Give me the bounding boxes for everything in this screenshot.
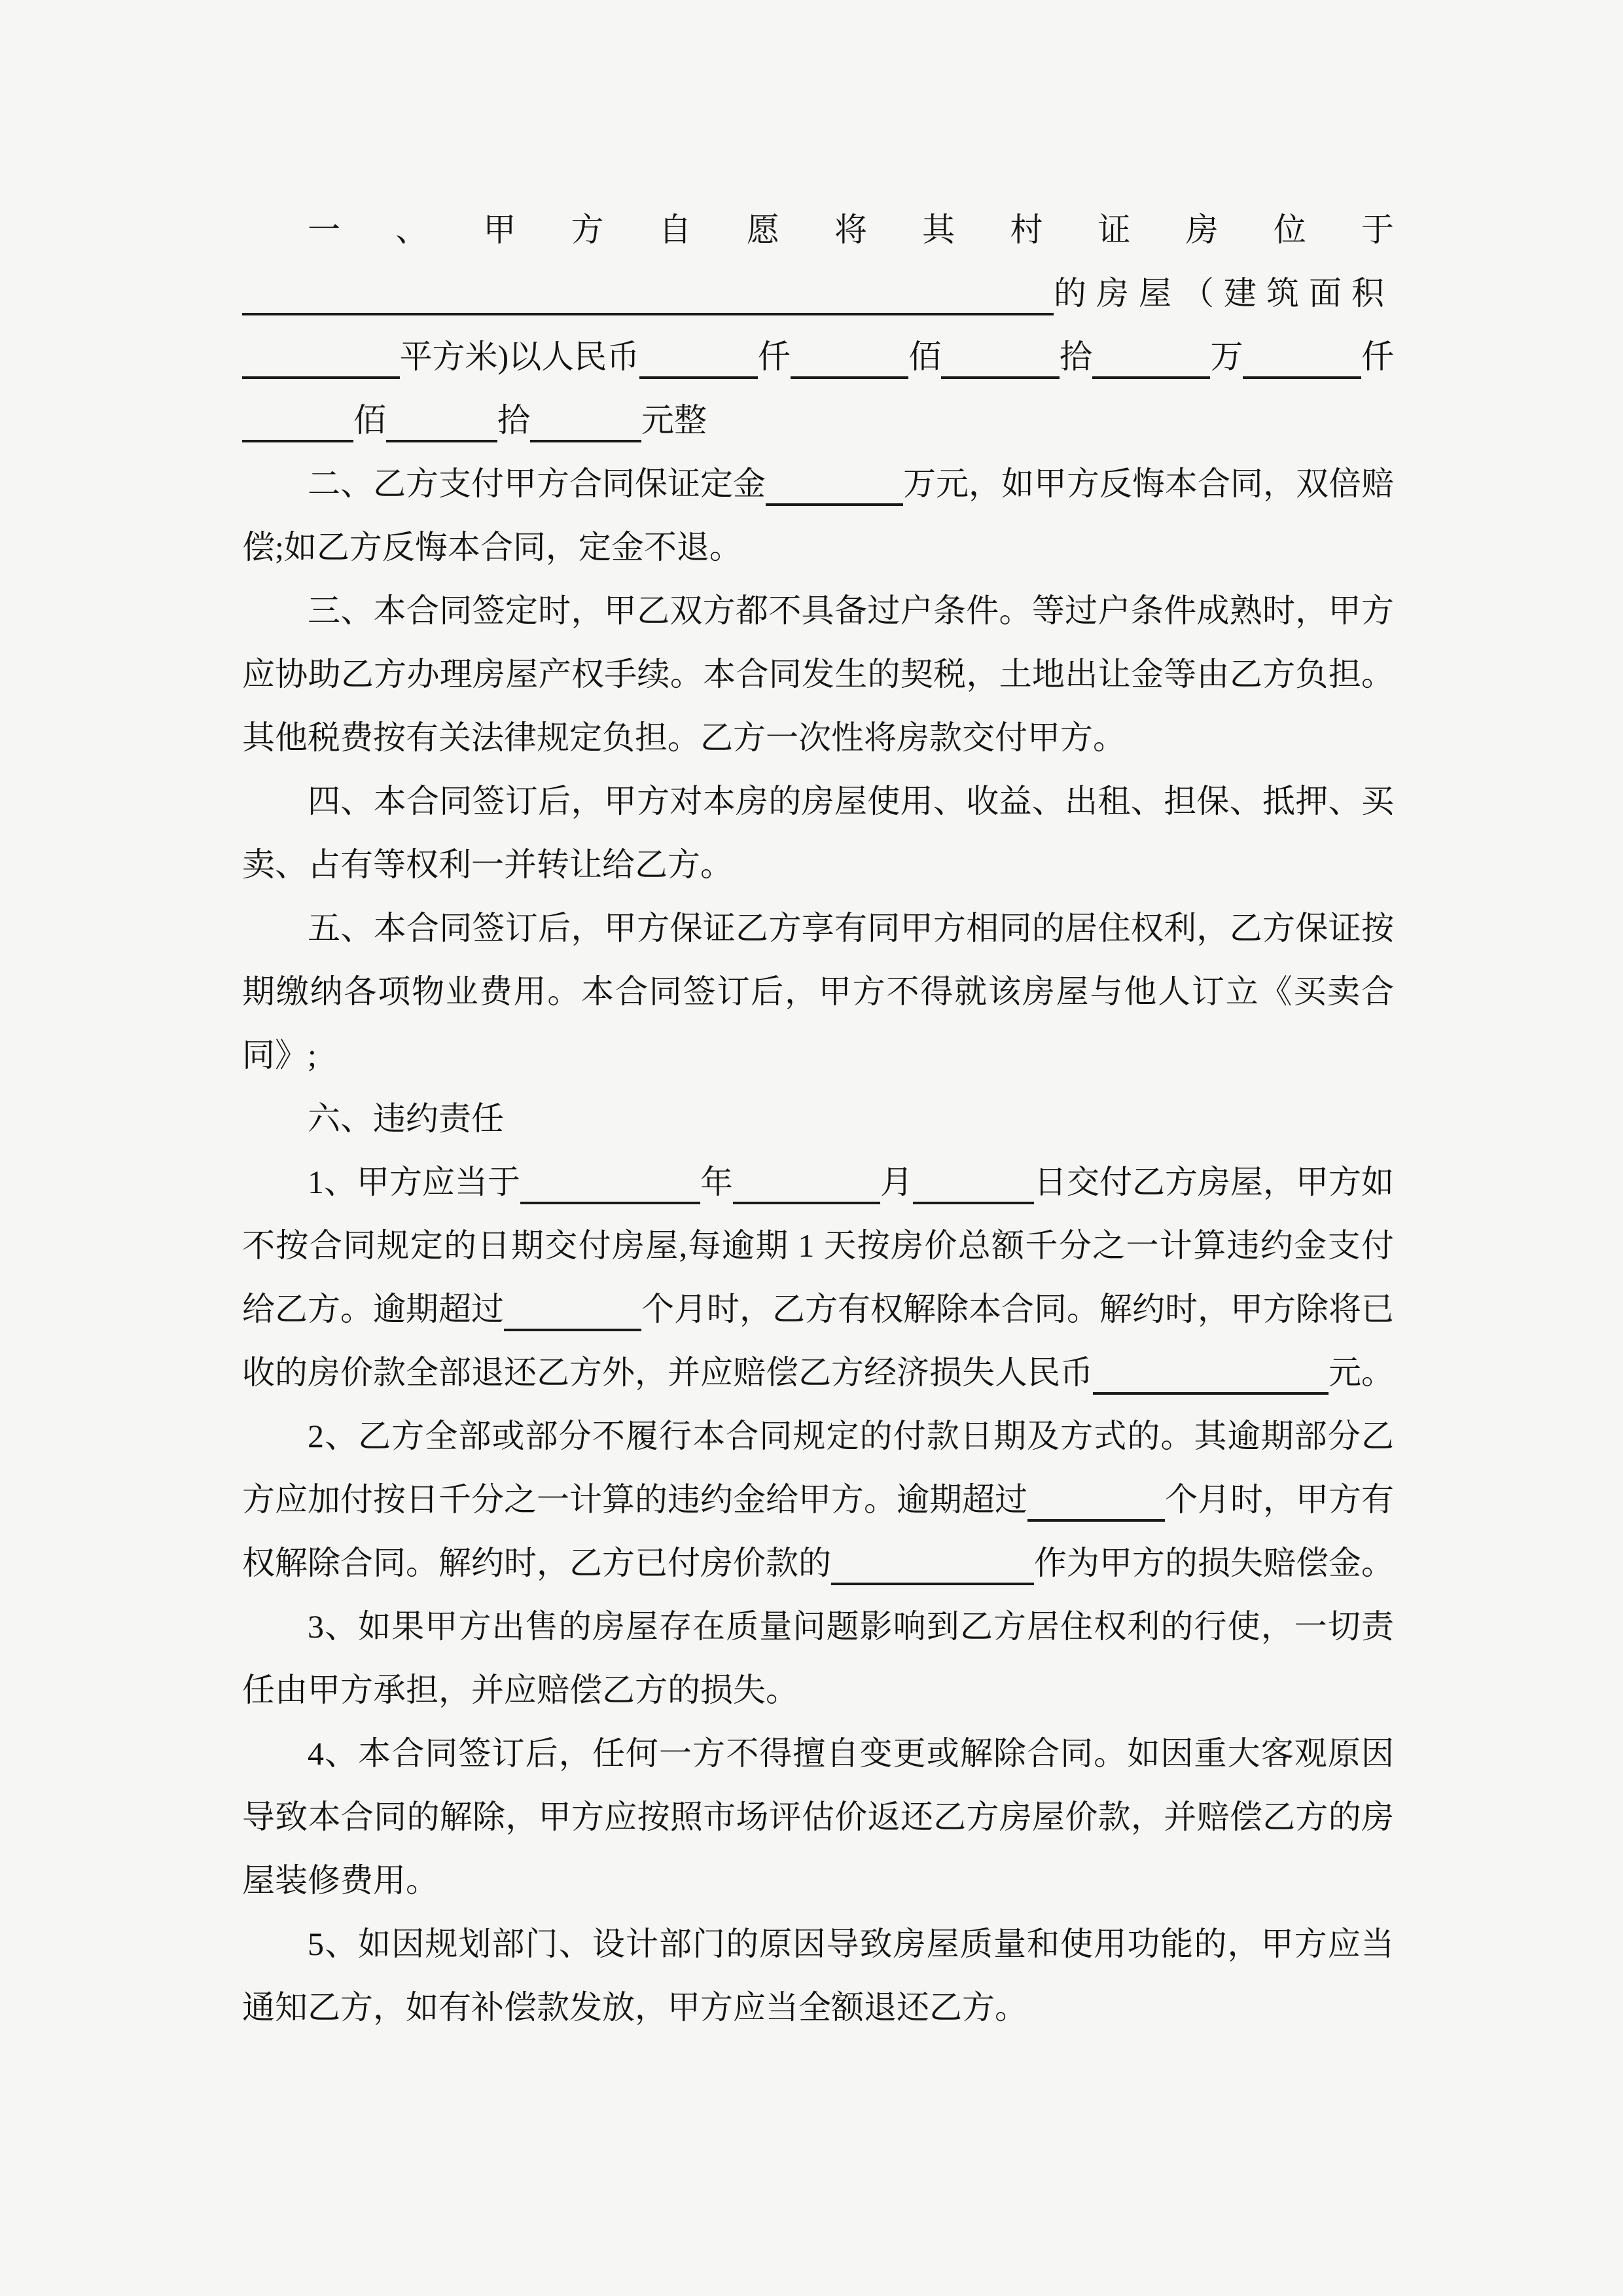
clause-2-line-1 — [242, 452, 1394, 516]
item-2-line-1: 2、乙方全部或部分不履行本合同规定的付款日期及方式的。其逾期部分乙 — [308, 1418, 1394, 1454]
fill-in-blank-months — [1027, 1468, 1165, 1522]
clause-2-line-2: 偿;如乙方反悔本合同，定金不退。 — [242, 529, 742, 565]
clause-3-line-2: 应协助乙方办理房屋产权手续。本合同发生的契税，土地出让金等由乙方负担。 — [242, 656, 1394, 692]
fill-in-blank-year — [520, 1151, 700, 1204]
text-segment: 万元，如甲方反悔本合同，双倍赔 — [903, 465, 1394, 502]
contract-body — [242, 198, 1394, 2039]
fill-in-blank-amount — [1243, 325, 1361, 379]
text-segment: 仟 — [757, 338, 791, 375]
clause-4-line-1: 四、本合同签订后，甲方对本房的房屋使用、收益、出租、担保、抵押、买 — [308, 783, 1394, 819]
text-segment: 元。 — [1329, 1354, 1394, 1391]
clause-3-line-3: 其他税费按有关法律规定负担。乙方一次性将房款交付甲方。 — [242, 719, 1126, 756]
fill-in-blank-months — [504, 1278, 641, 1331]
clause-3 — [242, 579, 1394, 770]
text-segment: 拾 — [1059, 338, 1092, 375]
clause-4 — [242, 770, 1394, 897]
clause-5-line-2: 期缴纳各项物业费用。本合同签订后，甲方不得就该房屋与他人订立《买卖合 — [242, 973, 1394, 1010]
text-segment: 月 — [880, 1164, 913, 1200]
item-4-line-2: 导致本合同的解除，甲方应按照市场评估价返还乙方房屋价款，并赔偿乙方的房 — [242, 1799, 1394, 1835]
item-1-line-2: 不按合同规定的日期交付房屋,每逾期 1 天按房价总额千分之一计算违约金支付 — [242, 1227, 1394, 1264]
fill-in-blank-amount — [530, 389, 641, 442]
fill-in-blank-area — [242, 325, 400, 379]
text-segment: 仟 — [1361, 338, 1395, 375]
text-segment: 佰 — [908, 338, 942, 375]
text-segment: 权解除合同。解约时，乙方已付房价款的 — [242, 1545, 831, 1581]
item-4-line-1: 4、本合同签订后，任何一方不得擅自变更或解除合同。如因重大客观原因 — [308, 1735, 1394, 1772]
item-2-line-3 — [242, 1532, 1394, 1595]
fill-in-blank-amount — [1092, 325, 1211, 379]
fill-in-blank-location — [242, 262, 1054, 315]
text-segment: 拾 — [497, 402, 530, 439]
item-1-line-4 — [242, 1341, 1394, 1405]
clause-5 — [242, 897, 1394, 1087]
fill-in-blank-compensation — [1093, 1341, 1329, 1395]
clause-3-line-1: 三、本合同签定时，甲乙双方都不具备过户条件。等过户条件成熟时，甲方 — [308, 592, 1394, 629]
text-segment: 年 — [700, 1164, 733, 1200]
item-3-line-2: 任由甲方承担，并应赔偿乙方的损失。 — [242, 1672, 798, 1708]
item-1-line-1 — [242, 1151, 1394, 1214]
text-segment: 1、甲方应当于 — [308, 1164, 520, 1200]
clause-1-line-2 — [242, 262, 1394, 325]
text-segment: 个月时，甲方有 — [1165, 1481, 1394, 1518]
clause-1-line-1: 一、甲方自愿将其村证房位于 — [308, 211, 1394, 248]
text-segment: 作为甲方的损失赔偿金。 — [1034, 1545, 1394, 1581]
fill-in-blank-month — [733, 1151, 880, 1204]
item-5-line-2: 通知乙方，如有补偿款发放，甲方应当全额退还乙方。 — [242, 1989, 1027, 2026]
fill-in-blank-amount — [941, 325, 1060, 379]
clause-6-item-2 — [242, 1405, 1394, 1595]
text-segment: 佰 — [353, 402, 386, 439]
clause-4-line-2: 卖、占有等权利一并转让给乙方。 — [242, 846, 733, 883]
text-segment: 方应加付按日千分之一计算的违约金给甲方。逾期超过 — [242, 1481, 1027, 1518]
clause-6 — [242, 1087, 1394, 2039]
clause-1 — [242, 198, 1394, 452]
text-segment: 收的房价款全部退还乙方外，并应赔偿乙方经济损失人民币 — [242, 1354, 1093, 1391]
clause-5-line-3: 同》; — [242, 1037, 317, 1073]
item-5-line-1: 5、如因规划部门、设计部门的原因导致房屋质量和使用功能的，甲方应当 — [308, 1926, 1394, 1962]
clause-5-line-1: 五、本合同签订后，甲方保证乙方享有同甲方相同的居住权利，乙方保证按 — [308, 910, 1394, 946]
fill-in-blank-day — [913, 1151, 1034, 1204]
clause-6-item-4 — [242, 1722, 1394, 1912]
fill-in-blank-amount — [791, 325, 909, 379]
fill-in-blank-percentage — [831, 1532, 1034, 1585]
clause-6-heading: 六、违约责任 — [308, 1100, 504, 1137]
text-segment: 平方米)以人民币 — [399, 338, 640, 375]
clause-1-line-4 — [242, 389, 1394, 452]
item-1-line-3 — [242, 1278, 1394, 1341]
text-segment: 万 — [1210, 338, 1243, 375]
clause-2 — [242, 452, 1394, 579]
text-segment: 给乙方。逾期超过 — [242, 1291, 504, 1327]
item-4-line-3: 屋装修费用。 — [242, 1862, 438, 1899]
text-segment: 日交付乙方房屋，甲方如 — [1034, 1164, 1394, 1200]
text-segment: 二、乙方支付甲方合同保证定金 — [308, 465, 766, 502]
text-segment: 个月时，乙方有权解除本合同。解约时，甲方除将已 — [641, 1291, 1394, 1327]
clause-6-item-1 — [242, 1151, 1394, 1405]
fill-in-blank-amount — [242, 389, 353, 442]
clause-1-line-3 — [242, 325, 1394, 389]
clause-6-item-5 — [242, 1912, 1394, 2039]
clause-6-item-3 — [242, 1595, 1394, 1722]
fill-in-blank-deposit — [766, 452, 903, 506]
fill-in-blank-amount — [386, 389, 497, 442]
text-segment: 元整 — [641, 402, 707, 439]
fill-in-blank-amount — [639, 325, 758, 379]
item-2-line-2 — [242, 1468, 1394, 1532]
text-segment: 的房屋（建筑面积 — [1054, 275, 1394, 312]
item-3-line-1: 3、如果甲方出售的房屋存在质量问题影响到乙方居住权利的行使，一切责 — [308, 1608, 1394, 1645]
